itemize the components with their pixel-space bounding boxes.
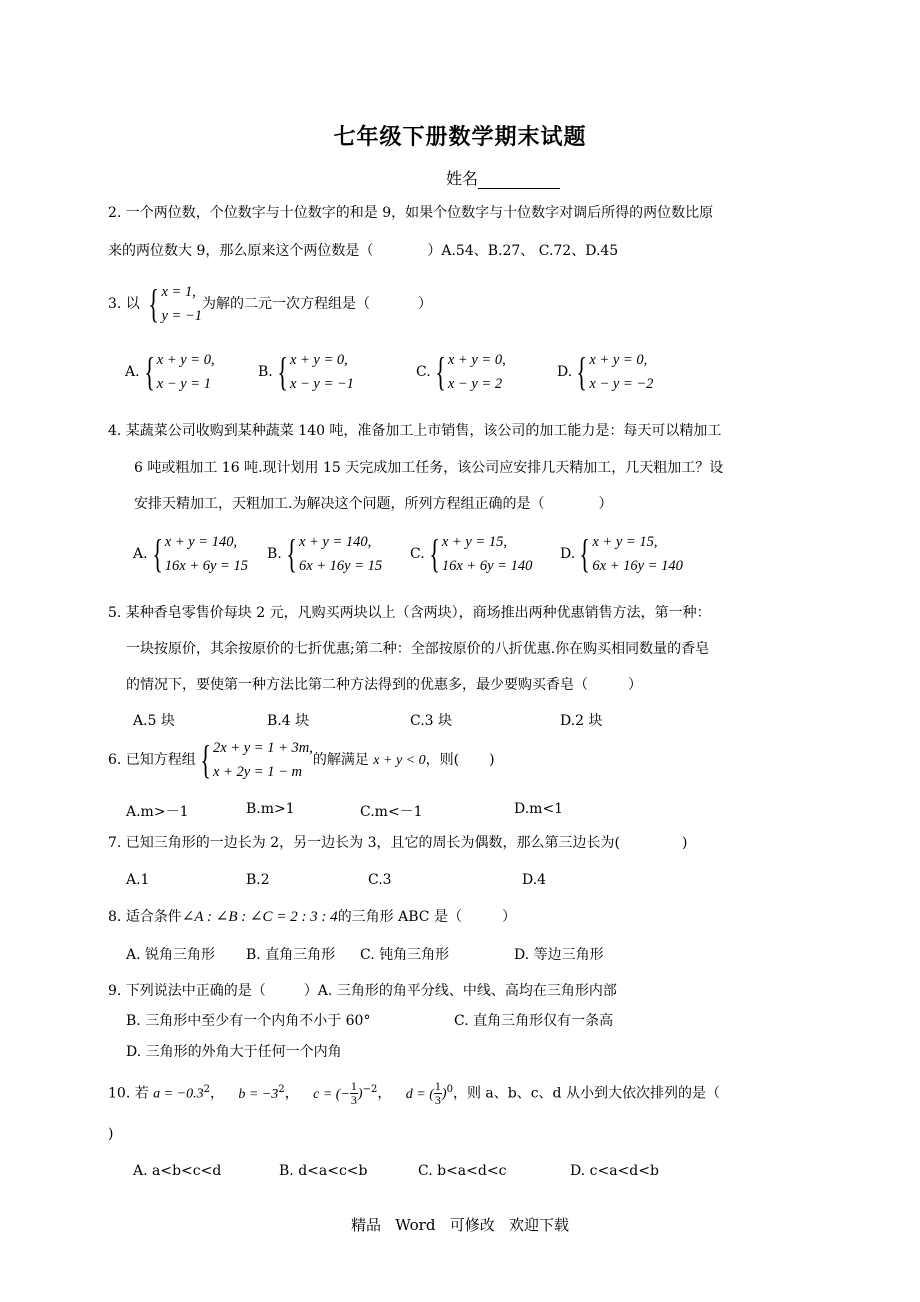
q7-option-c: C.3 <box>368 872 392 888</box>
q9-option-b: B. 三角形中至少有一个内角不小于 60° <box>126 1013 371 1029</box>
q8-option-b: B. 直角三角形 <box>246 947 336 963</box>
q9-option-d: D. 三角形的外角大于任何一个内角 <box>126 1044 342 1060</box>
q10-option-c: C. b<a<d<c <box>418 1163 507 1179</box>
q3-option-a: A. { x + y = 0, x − y = 1 <box>125 349 215 394</box>
q8-option-c: C. 钝角三角形 <box>360 947 450 963</box>
name-blank <box>478 172 560 189</box>
q9-option-c: C. 直角三角形仅有一条高 <box>454 1013 614 1029</box>
q3-stem: 3. 以 { x = 1, y = −1 为解的二元一次方程组是（ ） <box>108 281 432 326</box>
q3-option-b: B. { x + y = 0, x − y = −1 <box>258 349 354 394</box>
q6-option-c: C.m<－1 <box>360 804 423 820</box>
q4-option-d: D. { x + y = 15, 6x + 16y = 140 <box>560 531 683 576</box>
q9-stem: 9. 下列说法中正确的是（ ）A. 三角形的角平分线、中线、高均在三角形内部 <box>108 983 617 999</box>
q5-option-a: A.5 块 <box>133 713 175 729</box>
q4-option-c: C. { x + y = 15, 16x + 6y = 140 <box>410 531 533 576</box>
q6-option-b: B.m>1 <box>246 801 295 817</box>
q4-option-a: A. { x + y = 140, 16x + 6y = 15 <box>133 531 248 576</box>
q10-option-a: A. a<b<c<d <box>133 1163 222 1179</box>
q8-stem: 8. 适合条件∠A : ∠B : ∠C = 2 : 3 : 4的三角形 ABC 是（ ） <box>108 909 516 925</box>
q7-option-b: B.2 <box>246 872 270 888</box>
q5-option-d: D.2 块 <box>560 713 603 729</box>
q4-line2: 6 吨或粗加工 16 吨.现计划用 15 天完成加工任务，该公司应安排几天精加工，几天粗加工？设 <box>134 460 724 476</box>
q3-option-c: C. { x + y = 0, x − y = 2 <box>416 349 506 394</box>
name-label: 姓名 <box>446 169 479 188</box>
q10-option-d: D. c<a<d<b <box>570 1163 659 1179</box>
q5-line2: 一块按原价，其余按原价的七折优惠;第二种：全部按原价的八折优惠.你在购买相同数量的香皂 <box>126 641 710 657</box>
q3-option-d: D. { x + y = 0, x − y = −2 <box>557 349 654 394</box>
q7-option-a: A.1 <box>126 872 150 888</box>
q6-option-d: D.m<1 <box>514 801 564 817</box>
q5-line1: 5. 某种香皂零售价每块 2 元，凡购买两块以上（含两块），商场推出两种优惠销售方法，第一种： <box>108 605 711 621</box>
q4-line3: 安排天精加工，天粗加工.为解决这个问题，所列方程组正确的是（ ） <box>134 496 613 512</box>
q2-line2: 来的两位数大 9，那么原来这个两位数是（ ）A.54、B.27、 C.72、D.45 <box>108 243 619 259</box>
q10-line2: ) <box>108 1126 114 1142</box>
q8-option-d: D. 等边三角形 <box>514 947 604 963</box>
q5-line3: 的情况下，要使第一种方法比第二种方法得到的优惠多，最少要购买香皂（ ） <box>126 677 642 693</box>
q10-c-fraction: $\frac{1}{3}$ <box>350 1079 357 1108</box>
q5-option-b: B.4 块 <box>267 713 310 729</box>
q7-option-d: D.4 <box>522 872 547 888</box>
name-field <box>446 166 560 189</box>
q4-line1: 4. 某蔬菜公司收购到某种蔬菜 140 吨，准备加工上市销售，该公司的加工能力是：每天可以精加工 <box>108 423 722 439</box>
q10-stem: 10. 若 $a = -0.3^2$， $b = -3^2$， c = (− $\frac{1}{3}$ )$^{-2}$， d = ( $\frac{1}{3}$ )$^0$，则 a、b、c、d 从小到大依次排列的是（ <box>108 1079 720 1108</box>
q10-d-fraction: $\frac{1}{3}$ <box>434 1079 441 1108</box>
q6-stem: 6. 已知方程组 { 2x + y = 1 + 3m, x + 2y = 1 − m 的解满足 x + y < 0，则( ) <box>108 737 495 782</box>
q2-line1: 2. 一个两位数，个位数字与十位数字的和是 9，如果个位数字与十位数字对调后所得的两位数比原 <box>108 205 714 221</box>
q5-option-c: C.3 块 <box>410 713 453 729</box>
page-footer: 精品 Word 可修改 欢迎下载 <box>350 1216 570 1234</box>
q7-stem: 7. 已知三角形的一边长为 2，另一边长为 3，且它的周长为偶数，那么第三边长为( ) <box>108 835 688 851</box>
q10-option-b: B. d<a<c<b <box>279 1163 368 1179</box>
q6-option-a: A.m>－1 <box>126 804 189 820</box>
q8-option-a: A. 锐角三角形 <box>126 947 216 963</box>
q4-option-b: B. { x + y = 140, 6x + 16y = 15 <box>267 531 383 576</box>
q3-system: { x = 1, y = −1 <box>148 281 202 326</box>
page-title: 七年级下册数学期末试题 <box>333 124 587 150</box>
q6-system: { 2x + y = 1 + 3m, x + 2y = 1 − m <box>200 737 313 782</box>
